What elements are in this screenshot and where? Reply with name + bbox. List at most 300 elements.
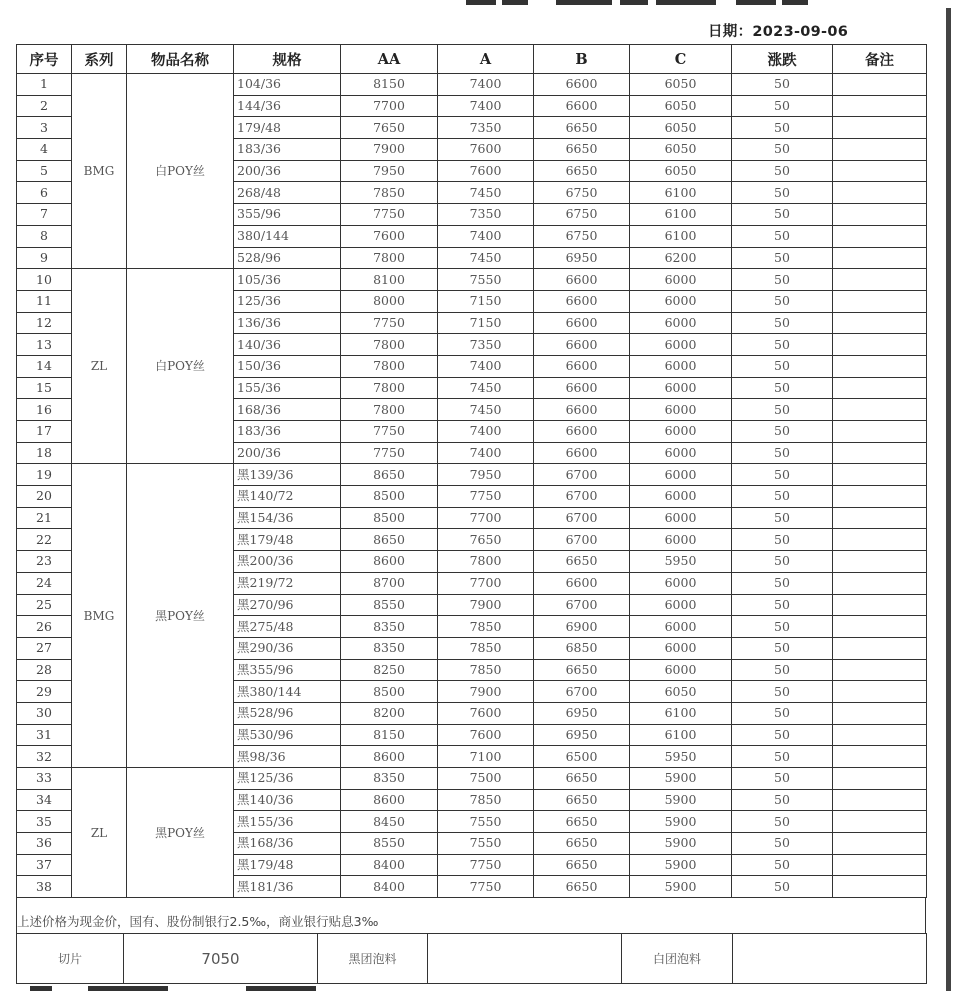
row-change: 50 xyxy=(732,637,833,659)
row-price-a: 7450 xyxy=(438,182,534,204)
row-price-aa: 8600 xyxy=(341,551,438,573)
row-price-aa: 8500 xyxy=(341,507,438,529)
row-remark xyxy=(833,139,927,161)
row-change: 50 xyxy=(732,833,833,855)
row-price-b: 6650 xyxy=(534,833,630,855)
row-change: 50 xyxy=(732,659,833,681)
row-price-c: 6050 xyxy=(630,681,732,703)
row-seq: 32 xyxy=(17,746,72,768)
row-price-c: 5900 xyxy=(630,854,732,876)
row-price-c: 5900 xyxy=(630,833,732,855)
row-change: 50 xyxy=(732,876,833,898)
series-cell: ZL xyxy=(72,269,127,464)
row-spec: 黑154/36 xyxy=(234,507,341,529)
row-price-a: 7700 xyxy=(438,507,534,529)
row-seq: 37 xyxy=(17,854,72,876)
row-change: 50 xyxy=(732,139,833,161)
row-change: 50 xyxy=(732,854,833,876)
row-change: 50 xyxy=(732,247,833,269)
row-remark xyxy=(833,247,927,269)
row-change: 50 xyxy=(732,269,833,291)
row-price-aa: 7800 xyxy=(341,247,438,269)
row-spec: 黑98/36 xyxy=(234,746,341,768)
row-price-b: 6750 xyxy=(534,204,630,226)
row-spec: 183/36 xyxy=(234,139,341,161)
row-remark xyxy=(833,702,927,724)
row-price-a: 7500 xyxy=(438,768,534,790)
row-price-aa: 8600 xyxy=(341,789,438,811)
row-price-c: 6050 xyxy=(630,117,732,139)
column-header-change: 涨跌 xyxy=(732,45,833,74)
table-row xyxy=(17,768,927,790)
row-spec: 黑275/48 xyxy=(234,616,341,638)
row-seq: 8 xyxy=(17,225,72,247)
row-price-c: 6050 xyxy=(630,139,732,161)
row-seq: 36 xyxy=(17,833,72,855)
row-price-b: 6650 xyxy=(534,139,630,161)
row-price-a: 7600 xyxy=(438,702,534,724)
row-price-a: 7750 xyxy=(438,854,534,876)
row-price-a: 7750 xyxy=(438,876,534,898)
column-header-c: C xyxy=(630,45,732,74)
row-price-c: 5950 xyxy=(630,746,732,768)
row-price-aa: 8450 xyxy=(341,811,438,833)
row-price-a: 7400 xyxy=(438,74,534,96)
row-price-b: 6600 xyxy=(534,399,630,421)
row-price-b: 6600 xyxy=(534,572,630,594)
row-remark xyxy=(833,746,927,768)
row-remark xyxy=(833,768,927,790)
row-price-b: 6600 xyxy=(534,312,630,334)
row-remark xyxy=(833,204,927,226)
row-price-c: 6050 xyxy=(630,160,732,182)
document-title-cropped xyxy=(460,0,840,12)
row-spec: 黑219/72 xyxy=(234,572,341,594)
row-spec: 黑200/36 xyxy=(234,551,341,573)
row-price-b: 6650 xyxy=(534,811,630,833)
row-change: 50 xyxy=(732,529,833,551)
row-change: 50 xyxy=(732,399,833,421)
row-spec: 140/36 xyxy=(234,334,341,356)
row-change: 50 xyxy=(732,746,833,768)
row-price-aa: 8350 xyxy=(341,768,438,790)
price-table xyxy=(16,44,927,898)
row-price-c: 6100 xyxy=(630,225,732,247)
row-price-a: 7400 xyxy=(438,442,534,464)
row-seq: 14 xyxy=(17,355,72,377)
row-spec: 183/36 xyxy=(234,421,341,443)
row-change: 50 xyxy=(732,182,833,204)
row-price-c: 6100 xyxy=(630,182,732,204)
row-seq: 10 xyxy=(17,269,72,291)
row-price-b: 6650 xyxy=(534,551,630,573)
row-change: 50 xyxy=(732,681,833,703)
row-seq: 34 xyxy=(17,789,72,811)
series-cell: BMG xyxy=(72,74,127,269)
column-header-seq: 序号 xyxy=(17,45,72,74)
row-remark xyxy=(833,789,927,811)
row-remark xyxy=(833,421,927,443)
row-price-b: 6600 xyxy=(534,334,630,356)
footer-row xyxy=(17,934,927,984)
row-price-b: 6600 xyxy=(534,442,630,464)
row-seq: 30 xyxy=(17,702,72,724)
row-price-c: 6000 xyxy=(630,269,732,291)
row-spec: 黑290/36 xyxy=(234,637,341,659)
row-price-c: 6000 xyxy=(630,421,732,443)
row-seq: 13 xyxy=(17,334,72,356)
row-price-c: 6000 xyxy=(630,334,732,356)
row-price-c: 6000 xyxy=(630,594,732,616)
row-spec: 黑155/36 xyxy=(234,811,341,833)
row-price-c: 6000 xyxy=(630,464,732,486)
row-spec: 136/36 xyxy=(234,312,341,334)
row-price-b: 6650 xyxy=(534,876,630,898)
item-name-cell: 黑POY丝 xyxy=(127,768,234,898)
row-price-b: 6900 xyxy=(534,616,630,638)
row-price-b: 6600 xyxy=(534,95,630,117)
row-spec: 528/96 xyxy=(234,247,341,269)
row-price-a: 7800 xyxy=(438,551,534,573)
row-price-b: 6950 xyxy=(534,702,630,724)
row-price-c: 6200 xyxy=(630,247,732,269)
column-header-b: B xyxy=(534,45,630,74)
row-spec: 黑140/72 xyxy=(234,486,341,508)
row-change: 50 xyxy=(732,768,833,790)
row-change: 50 xyxy=(732,572,833,594)
column-header-series: 系列 xyxy=(72,45,127,74)
row-price-aa: 8000 xyxy=(341,290,438,312)
row-price-aa: 7600 xyxy=(341,225,438,247)
row-spec: 179/48 xyxy=(234,117,341,139)
row-spec: 268/48 xyxy=(234,182,341,204)
row-price-b: 6650 xyxy=(534,768,630,790)
table-row xyxy=(17,464,927,486)
row-price-aa: 8600 xyxy=(341,746,438,768)
row-price-aa: 8150 xyxy=(341,74,438,96)
row-price-c: 6000 xyxy=(630,572,732,594)
row-price-b: 6700 xyxy=(534,486,630,508)
table-row xyxy=(17,74,927,96)
row-price-a: 7150 xyxy=(438,312,534,334)
row-price-c: 6000 xyxy=(630,290,732,312)
row-price-a: 7450 xyxy=(438,377,534,399)
row-remark xyxy=(833,724,927,746)
row-price-aa: 8700 xyxy=(341,572,438,594)
row-remark xyxy=(833,464,927,486)
row-price-c: 6000 xyxy=(630,507,732,529)
row-price-b: 6600 xyxy=(534,421,630,443)
row-change: 50 xyxy=(732,204,833,226)
row-change: 50 xyxy=(732,74,833,96)
row-change: 50 xyxy=(732,594,833,616)
row-price-c: 6100 xyxy=(630,204,732,226)
row-seq: 9 xyxy=(17,247,72,269)
row-price-a: 7550 xyxy=(438,269,534,291)
row-spec: 104/36 xyxy=(234,74,341,96)
row-remark xyxy=(833,334,927,356)
row-change: 50 xyxy=(732,442,833,464)
row-seq: 35 xyxy=(17,811,72,833)
row-remark xyxy=(833,681,927,703)
column-header-remark: 备注 xyxy=(833,45,927,74)
row-change: 50 xyxy=(732,334,833,356)
row-price-a: 7550 xyxy=(438,811,534,833)
row-price-c: 6000 xyxy=(630,312,732,334)
row-spec: 黑125/36 xyxy=(234,768,341,790)
row-spec: 黑179/48 xyxy=(234,529,341,551)
row-price-aa: 7800 xyxy=(341,334,438,356)
row-seq: 33 xyxy=(17,768,72,790)
row-price-aa: 8150 xyxy=(341,724,438,746)
series-cell: BMG xyxy=(72,464,127,768)
row-price-c: 6100 xyxy=(630,724,732,746)
row-change: 50 xyxy=(732,702,833,724)
row-price-aa: 8550 xyxy=(341,594,438,616)
row-price-b: 6700 xyxy=(534,594,630,616)
row-seq: 26 xyxy=(17,616,72,638)
row-remark xyxy=(833,529,927,551)
bottom-text-cropped xyxy=(28,986,328,991)
row-seq: 38 xyxy=(17,876,72,898)
row-remark xyxy=(833,594,927,616)
row-price-c: 6050 xyxy=(630,95,732,117)
row-price-b: 6600 xyxy=(534,290,630,312)
row-price-a: 7950 xyxy=(438,464,534,486)
row-seq: 27 xyxy=(17,637,72,659)
row-remark xyxy=(833,442,927,464)
row-change: 50 xyxy=(732,486,833,508)
column-header-spec: 规格 xyxy=(234,45,341,74)
row-seq: 5 xyxy=(17,160,72,182)
row-seq: 25 xyxy=(17,594,72,616)
page-edge-divider xyxy=(946,8,951,991)
row-price-b: 6700 xyxy=(534,681,630,703)
row-spec: 黑168/36 xyxy=(234,833,341,855)
row-spec: 125/36 xyxy=(234,290,341,312)
row-spec: 黑181/36 xyxy=(234,876,341,898)
row-price-a: 7350 xyxy=(438,117,534,139)
row-seq: 15 xyxy=(17,377,72,399)
row-price-b: 6650 xyxy=(534,854,630,876)
row-price-a: 7400 xyxy=(438,225,534,247)
row-price-a: 7600 xyxy=(438,724,534,746)
row-seq: 7 xyxy=(17,204,72,226)
table-header-row xyxy=(17,45,927,74)
series-cell: ZL xyxy=(72,768,127,898)
row-remark xyxy=(833,876,927,898)
row-price-a: 7600 xyxy=(438,160,534,182)
row-price-c: 6100 xyxy=(630,702,732,724)
black-foam-label: 黑团泡料 xyxy=(318,934,428,984)
row-seq: 1 xyxy=(17,74,72,96)
row-remark xyxy=(833,74,927,96)
row-seq: 31 xyxy=(17,724,72,746)
row-remark xyxy=(833,269,927,291)
row-remark xyxy=(833,811,927,833)
row-remark xyxy=(833,290,927,312)
row-spec: 黑270/96 xyxy=(234,594,341,616)
row-seq: 18 xyxy=(17,442,72,464)
footer-table xyxy=(16,933,927,984)
row-change: 50 xyxy=(732,551,833,573)
column-header-aa: AA xyxy=(341,45,438,74)
row-price-aa: 7850 xyxy=(341,182,438,204)
row-remark xyxy=(833,355,927,377)
row-price-c: 6000 xyxy=(630,355,732,377)
row-seq: 20 xyxy=(17,486,72,508)
row-change: 50 xyxy=(732,421,833,443)
row-seq: 3 xyxy=(17,117,72,139)
row-spec: 155/36 xyxy=(234,377,341,399)
table-row xyxy=(17,269,927,291)
row-remark xyxy=(833,225,927,247)
row-spec: 黑139/36 xyxy=(234,464,341,486)
row-price-a: 7850 xyxy=(438,789,534,811)
row-seq: 23 xyxy=(17,551,72,573)
row-price-b: 6650 xyxy=(534,789,630,811)
row-remark xyxy=(833,551,927,573)
row-remark xyxy=(833,117,927,139)
row-price-aa: 7900 xyxy=(341,139,438,161)
row-price-c: 5900 xyxy=(630,768,732,790)
row-spec: 200/36 xyxy=(234,442,341,464)
row-remark xyxy=(833,637,927,659)
row-price-b: 6950 xyxy=(534,724,630,746)
row-price-aa: 7950 xyxy=(341,160,438,182)
row-seq: 2 xyxy=(17,95,72,117)
row-price-c: 5900 xyxy=(630,876,732,898)
row-change: 50 xyxy=(732,355,833,377)
row-price-b: 6600 xyxy=(534,355,630,377)
row-price-a: 7350 xyxy=(438,334,534,356)
row-price-c: 6000 xyxy=(630,616,732,638)
row-price-b: 6700 xyxy=(534,529,630,551)
row-price-aa: 7750 xyxy=(341,204,438,226)
row-price-c: 6000 xyxy=(630,637,732,659)
row-price-c: 5900 xyxy=(630,811,732,833)
row-remark xyxy=(833,377,927,399)
row-price-b: 6650 xyxy=(534,117,630,139)
row-price-a: 7550 xyxy=(438,833,534,855)
payment-note: 上述价格为现金价，国有、股份制银行2.5‰，商业银行贴息3‰ xyxy=(17,914,379,929)
black-foam-value xyxy=(428,934,622,984)
row-price-a: 7900 xyxy=(438,594,534,616)
row-price-aa: 7650 xyxy=(341,117,438,139)
row-price-c: 5950 xyxy=(630,551,732,573)
slice-label: 切片 xyxy=(17,934,124,984)
row-price-c: 6000 xyxy=(630,529,732,551)
row-price-aa: 8650 xyxy=(341,529,438,551)
row-price-c: 6000 xyxy=(630,399,732,421)
row-price-aa: 8500 xyxy=(341,681,438,703)
row-seq: 22 xyxy=(17,529,72,551)
row-remark xyxy=(833,833,927,855)
row-price-b: 6700 xyxy=(534,507,630,529)
row-price-b: 6700 xyxy=(534,464,630,486)
row-price-b: 6600 xyxy=(534,269,630,291)
row-price-a: 7850 xyxy=(438,616,534,638)
row-seq: 24 xyxy=(17,572,72,594)
row-seq: 12 xyxy=(17,312,72,334)
row-spec: 355/96 xyxy=(234,204,341,226)
row-remark xyxy=(833,399,927,421)
item-name-cell: 黑POY丝 xyxy=(127,464,234,768)
row-spec: 黑528/96 xyxy=(234,702,341,724)
row-remark xyxy=(833,312,927,334)
row-price-c: 6000 xyxy=(630,486,732,508)
row-change: 50 xyxy=(732,377,833,399)
row-spec: 380/144 xyxy=(234,225,341,247)
row-price-aa: 8350 xyxy=(341,616,438,638)
row-price-aa: 8400 xyxy=(341,854,438,876)
row-seq: 11 xyxy=(17,290,72,312)
row-remark xyxy=(833,572,927,594)
row-price-b: 6650 xyxy=(534,160,630,182)
row-change: 50 xyxy=(732,464,833,486)
row-price-c: 5900 xyxy=(630,789,732,811)
row-price-a: 7850 xyxy=(438,637,534,659)
row-remark xyxy=(833,486,927,508)
row-spec: 黑179/48 xyxy=(234,854,341,876)
row-price-a: 7150 xyxy=(438,290,534,312)
row-spec: 144/36 xyxy=(234,95,341,117)
row-price-a: 7400 xyxy=(438,421,534,443)
row-change: 50 xyxy=(732,117,833,139)
row-price-a: 7750 xyxy=(438,486,534,508)
row-remark xyxy=(833,659,927,681)
row-change: 50 xyxy=(732,616,833,638)
row-spec: 黑380/144 xyxy=(234,681,341,703)
row-price-aa: 7750 xyxy=(341,442,438,464)
row-change: 50 xyxy=(732,789,833,811)
row-price-b: 6600 xyxy=(534,74,630,96)
payment-note-row xyxy=(16,898,926,934)
row-price-aa: 7750 xyxy=(341,312,438,334)
row-price-aa: 8200 xyxy=(341,702,438,724)
row-seq: 21 xyxy=(17,507,72,529)
row-change: 50 xyxy=(732,507,833,529)
column-header-item-name: 物品名称 xyxy=(127,45,234,74)
row-price-a: 7700 xyxy=(438,572,534,594)
row-price-b: 6750 xyxy=(534,225,630,247)
row-price-a: 7650 xyxy=(438,529,534,551)
row-remark xyxy=(833,95,927,117)
row-price-c: 6000 xyxy=(630,377,732,399)
row-change: 50 xyxy=(732,160,833,182)
row-change: 50 xyxy=(732,811,833,833)
row-price-c: 6000 xyxy=(630,659,732,681)
row-price-c: 6050 xyxy=(630,74,732,96)
item-name-cell: 白POY丝 xyxy=(127,74,234,269)
row-price-aa: 8550 xyxy=(341,833,438,855)
row-price-aa: 8650 xyxy=(341,464,438,486)
row-price-b: 6600 xyxy=(534,377,630,399)
row-spec: 黑140/36 xyxy=(234,789,341,811)
row-seq: 17 xyxy=(17,421,72,443)
row-price-aa: 8500 xyxy=(341,486,438,508)
row-seq: 4 xyxy=(17,139,72,161)
row-spec: 黑530/96 xyxy=(234,724,341,746)
row-remark xyxy=(833,854,927,876)
row-price-b: 6950 xyxy=(534,247,630,269)
row-price-aa: 7800 xyxy=(341,377,438,399)
item-name-cell: 白POY丝 xyxy=(127,269,234,464)
row-price-b: 6850 xyxy=(534,637,630,659)
row-seq: 6 xyxy=(17,182,72,204)
row-remark xyxy=(833,182,927,204)
row-change: 50 xyxy=(732,290,833,312)
